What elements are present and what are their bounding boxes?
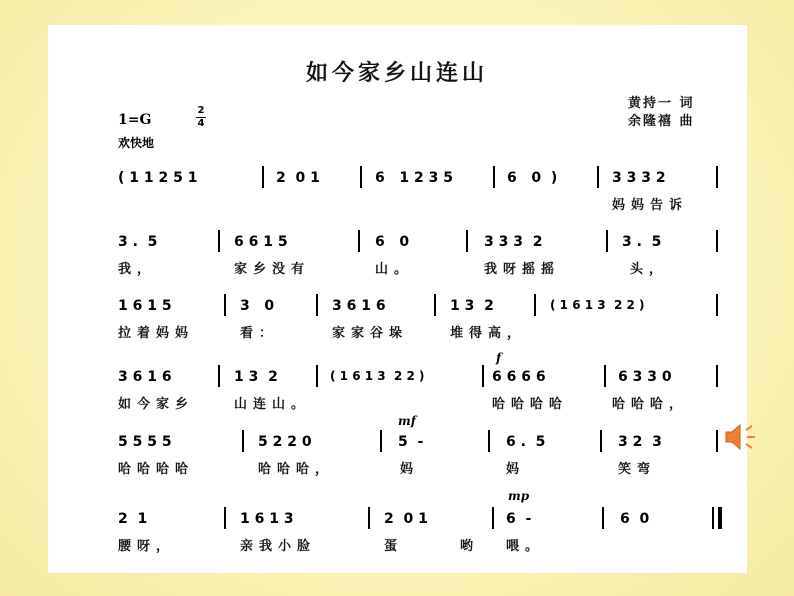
lyric-text: 妈: [400, 462, 420, 477]
measure-notes: ( 1 6 1 3 2 2 ): [330, 369, 425, 383]
lyric-text: 哟: [460, 539, 480, 554]
measure-notes: 1 3 2: [234, 369, 278, 385]
barline: [492, 507, 494, 529]
barline: [380, 430, 382, 452]
measure-notes: 2 0 1: [384, 511, 428, 527]
barline: [716, 365, 718, 387]
lyric-text: 拉着妈妈: [118, 326, 195, 341]
barline: [434, 294, 436, 316]
barline: [218, 230, 220, 252]
measure-notes: 6 -: [506, 511, 532, 527]
dynamic-marking: f: [496, 351, 502, 365]
barline: [534, 294, 536, 316]
lyric-text: 腰呀，: [118, 539, 176, 554]
measure-notes: 6 1 2 3 5: [375, 170, 453, 186]
measure-notes: 5 -: [398, 434, 424, 450]
barline: [488, 430, 490, 452]
barline: [600, 430, 602, 452]
barline: [716, 230, 718, 252]
lyric-text: 看：: [240, 326, 279, 341]
time-signature: 2 4: [197, 105, 205, 129]
tempo-marking: 欢快地: [118, 136, 155, 150]
barline: [262, 166, 264, 188]
barline: [604, 365, 606, 387]
lyric-text: 我，: [118, 262, 157, 277]
measure-notes: 1 3 2: [450, 298, 494, 314]
lyric-text: 妈: [506, 462, 526, 477]
barline: [716, 430, 718, 452]
speaker-icon[interactable]: [722, 421, 762, 453]
measure-notes: 3 3 3 2: [484, 234, 543, 250]
barline: [368, 507, 370, 529]
lyric-text: 山连山。: [234, 397, 311, 412]
barline: [358, 230, 360, 252]
measure-notes: ( 1 1 2 5 1: [118, 170, 198, 186]
barline: [360, 166, 362, 188]
measure-notes: 3 6 1 6: [332, 298, 386, 314]
lyric-text: 蛋: [384, 539, 404, 554]
barline: [466, 230, 468, 252]
measure-notes: 5 5 5 5: [118, 434, 172, 450]
barline: [316, 294, 318, 316]
lyric-text: 笑弯: [618, 462, 657, 477]
lyric-text: 亲我小脸: [240, 539, 317, 554]
measure-notes: 5 2 2 0: [258, 434, 312, 450]
dynamic-marking: mf: [398, 414, 416, 428]
measure-notes: 1 6 1 3: [240, 511, 294, 527]
barline: [242, 430, 244, 452]
lyric-text: 堆得高，: [450, 326, 527, 341]
measure-notes: ( 1 6 1 3 2 2 ): [550, 298, 645, 312]
lyric-text: 喂。: [506, 539, 545, 554]
barline: [482, 365, 484, 387]
measure-notes: 3 . 5: [622, 234, 662, 250]
measure-notes: 3 3 3 2: [612, 170, 666, 186]
measure-notes: 6 0: [375, 234, 410, 250]
barline: [602, 507, 604, 529]
lyric-text: 家乡没有: [234, 262, 311, 277]
barline: [597, 166, 599, 188]
barline: [224, 294, 226, 316]
measure-notes: 3 6 1 6: [118, 369, 172, 385]
measure-notes: 3 2 3: [618, 434, 662, 450]
lyric-text: 哈哈哈，: [258, 462, 335, 477]
lyric-text: 哈哈哈哈: [492, 397, 569, 412]
lyric-text: 头，: [630, 262, 669, 277]
measure-notes: 6 6 1 5: [234, 234, 288, 250]
lyric-text: 哈哈哈哈: [118, 462, 195, 477]
final-barline: [718, 507, 722, 529]
measure-notes: 6 0 ): [507, 170, 558, 186]
barline: [716, 294, 718, 316]
barline: [224, 507, 226, 529]
measure-notes: 6 6 6 6: [492, 369, 546, 385]
lyric-text: 山。: [375, 262, 414, 277]
lyric-text: 我呀摇摇: [484, 262, 561, 277]
song-title: 如今家乡山连山: [305, 60, 488, 86]
barline: [218, 365, 220, 387]
barline: [606, 230, 608, 252]
lyric-text: 如今家乡: [118, 397, 195, 412]
barline: [493, 166, 495, 188]
barline: [316, 365, 318, 387]
measure-notes: 3 . 5: [118, 234, 158, 250]
measure-notes: 2 1: [118, 511, 148, 527]
measure-notes: 6 . 5: [506, 434, 546, 450]
lyric-text: 家家谷垛: [332, 326, 409, 341]
lyric-text: 哈哈哈，: [612, 397, 689, 412]
measure-notes: 6 0: [620, 511, 650, 527]
measure-notes: 1 6 1 5: [118, 298, 172, 314]
measure-notes: 6 3 3 0: [618, 369, 672, 385]
lyricist-credit: 黄持一 词: [628, 96, 695, 111]
measure-notes: 2 0 1: [276, 170, 320, 186]
composer-credit: 余隆禧 曲: [628, 114, 695, 129]
barline: [712, 507, 714, 529]
dynamic-marking: mp: [508, 489, 530, 503]
key-signature: 1=G: [118, 112, 152, 128]
barline: [716, 166, 718, 188]
lyric-text: 妈妈告诉: [612, 198, 689, 213]
measure-notes: 3 0: [240, 298, 275, 314]
